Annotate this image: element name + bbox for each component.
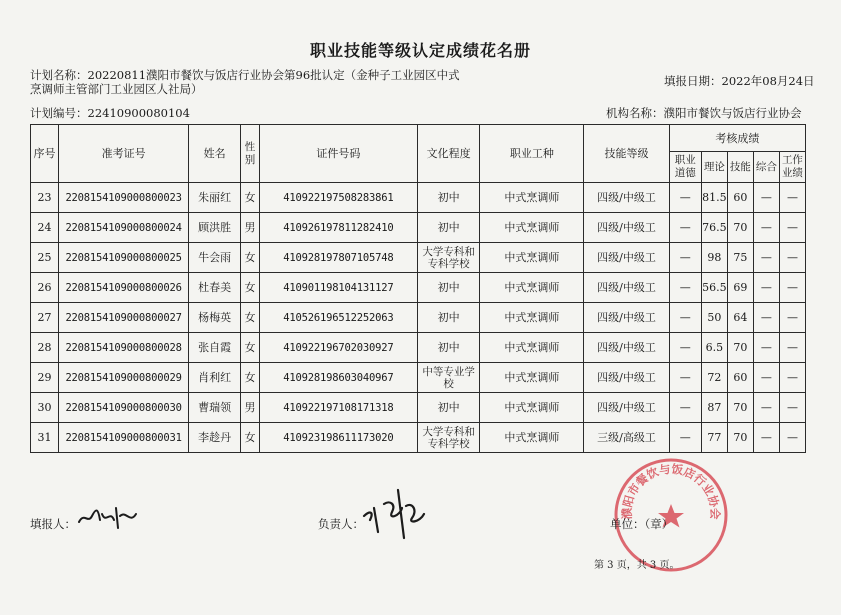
cell-seq: 28: [31, 333, 59, 363]
cell-level: 四级/中级工: [584, 303, 669, 333]
cell-level: 四级/中级工: [584, 333, 669, 363]
cell-seq: 23: [31, 183, 59, 213]
cell-general: —: [753, 333, 779, 363]
cell-general: —: [753, 183, 779, 213]
cell-id: 410923198611173020: [259, 423, 417, 453]
cell-skill: 75: [727, 243, 753, 273]
header-skill: 技能: [727, 152, 753, 183]
cell-name: 张自霞: [189, 333, 241, 363]
table-row: [31, 273, 806, 303]
cell-general: —: [753, 393, 779, 423]
cell-ethics: —: [669, 183, 701, 213]
cell-ticket: 2208154109000800024: [59, 213, 189, 243]
header-ticket: 准考证号: [59, 125, 189, 183]
cell-education: 初中: [417, 273, 479, 303]
seal-text: 濮阳市餐饮与饭店行业协会: [619, 461, 723, 520]
cell-ethics: —: [669, 243, 701, 273]
cell-level: 四级/中级工: [584, 393, 669, 423]
cell-theory: 81.5: [701, 183, 727, 213]
cell-theory: 76.5: [701, 213, 727, 243]
cell-education: 初中: [417, 213, 479, 243]
cell-general: —: [753, 243, 779, 273]
cell-gender: 女: [241, 423, 260, 453]
cell-theory: 72: [701, 363, 727, 393]
cell-level: 三级/高级工: [584, 423, 669, 453]
organization-name: 机构名称：濮阳市餐饮与饭店行业协会: [606, 106, 802, 120]
cell-seq: 31: [31, 423, 59, 453]
cell-gender: 女: [241, 183, 260, 213]
cell-level: 四级/中级工: [584, 213, 669, 243]
cell-work: —: [779, 363, 805, 393]
cell-name: 杜春美: [189, 273, 241, 303]
fill-date: 填报日期：2022年08月24日: [664, 74, 815, 88]
table-row: [31, 303, 806, 333]
cell-gender: 女: [241, 363, 260, 393]
cell-id: 410926197811282410: [259, 213, 417, 243]
cell-job: 中式烹调师: [480, 303, 584, 333]
cell-education: 大学专科和专科学校: [417, 243, 479, 273]
cell-skill: 70: [727, 213, 753, 243]
score-table: [30, 124, 806, 453]
cell-seq: 26: [31, 273, 59, 303]
header-id: 证件号码: [259, 125, 417, 183]
cell-seq: 29: [31, 363, 59, 393]
responsible-signature: [360, 486, 430, 542]
cell-work: —: [779, 333, 805, 363]
cell-ethics: —: [669, 273, 701, 303]
cell-id: 410922197108171318: [259, 393, 417, 423]
cell-seq: 27: [31, 303, 59, 333]
cell-skill: 64: [727, 303, 753, 333]
cell-skill: 70: [727, 423, 753, 453]
cell-ethics: —: [669, 393, 701, 423]
cell-gender: 女: [241, 273, 260, 303]
cell-ticket: 2208154109000800025: [59, 243, 189, 273]
cell-work: —: [779, 423, 805, 453]
table-row: [31, 213, 806, 243]
cell-job: 中式烹调师: [480, 363, 584, 393]
cell-skill: 60: [727, 183, 753, 213]
cell-ticket: 2208154109000800031: [59, 423, 189, 453]
cell-skill: 60: [727, 363, 753, 393]
cell-theory: 56.5: [701, 273, 727, 303]
cell-education: 初中: [417, 333, 479, 363]
cell-theory: 6.5: [701, 333, 727, 363]
header-education: 文化程度: [417, 125, 479, 183]
cell-gender: 男: [241, 213, 260, 243]
cell-name: 牛会雨: [189, 243, 241, 273]
unit-seal-label: 单位：（章）: [610, 517, 674, 531]
cell-ethics: —: [669, 213, 701, 243]
cell-name: 杨梅英: [189, 303, 241, 333]
header-level: 技能等级: [584, 125, 669, 183]
cell-name: 曹瑞领: [189, 393, 241, 423]
cell-ticket: 2208154109000800029: [59, 363, 189, 393]
plan-name: 计划名称：20220811濮阳市餐饮与饭店行业协会第96批认定（金种子工业园区中式烹调师主管部门工业园区人社局）: [30, 68, 460, 96]
cell-level: 四级/中级工: [584, 273, 669, 303]
table-row: [31, 423, 806, 453]
header-seq: 序号: [31, 125, 59, 183]
cell-education: 初中: [417, 183, 479, 213]
cell-ethics: —: [669, 363, 701, 393]
cell-name: 朱丽红: [189, 183, 241, 213]
table-row: [31, 393, 806, 423]
cell-gender: 男: [241, 393, 260, 423]
table-row: [31, 183, 806, 213]
header-theory: 理论: [701, 152, 727, 183]
cell-general: —: [753, 363, 779, 393]
cell-level: 四级/中级工: [584, 243, 669, 273]
page-title: 职业技能等级认定成绩花名册: [309, 41, 531, 60]
responsible-label: 负责人：: [318, 517, 364, 531]
cell-name: 李趁丹: [189, 423, 241, 453]
cell-job: 中式烹调师: [480, 423, 584, 453]
cell-skill: 69: [727, 273, 753, 303]
cell-theory: 50: [701, 303, 727, 333]
plan-number: 计划编号：22410900080104: [30, 106, 190, 120]
cell-work: —: [779, 243, 805, 273]
cell-job: 中式烹调师: [480, 393, 584, 423]
cell-ticket: 2208154109000800026: [59, 273, 189, 303]
cell-job: 中式烹调师: [480, 243, 584, 273]
cell-gender: 女: [241, 303, 260, 333]
cell-level: 四级/中级工: [584, 183, 669, 213]
cell-theory: 87: [701, 393, 727, 423]
cell-ethics: —: [669, 333, 701, 363]
cell-ticket: 2208154109000800023: [59, 183, 189, 213]
cell-seq: 30: [31, 393, 59, 423]
cell-job: 中式烹调师: [480, 333, 584, 363]
cell-ticket: 2208154109000800030: [59, 393, 189, 423]
cell-ticket: 2208154109000800028: [59, 333, 189, 363]
cell-work: —: [779, 183, 805, 213]
cell-level: 四级/中级工: [584, 363, 669, 393]
cell-work: —: [779, 273, 805, 303]
cell-work: —: [779, 303, 805, 333]
cell-gender: 女: [241, 243, 260, 273]
cell-job: 中式烹调师: [480, 273, 584, 303]
cell-id: 410922196702030927: [259, 333, 417, 363]
cell-education: 初中: [417, 303, 479, 333]
header-job: 职业工种: [480, 125, 584, 183]
cell-general: —: [753, 303, 779, 333]
cell-work: —: [779, 393, 805, 423]
cell-education: 中等专业学校: [417, 363, 479, 393]
header-ethics: 职业道德: [669, 152, 701, 183]
cell-job: 中式烹调师: [480, 213, 584, 243]
cell-id: 410526196512252063: [259, 303, 417, 333]
cell-id: 410922197508283861: [259, 183, 417, 213]
cell-general: —: [753, 423, 779, 453]
cell-gender: 女: [241, 333, 260, 363]
page-number: 第 3 页，共 3 页。: [594, 560, 680, 571]
cell-education: 大学专科和专科学校: [417, 423, 479, 453]
header-general: 综合: [753, 152, 779, 183]
filler-signature: [76, 502, 140, 532]
cell-ticket: 2208154109000800027: [59, 303, 189, 333]
cell-theory: 77: [701, 423, 727, 453]
table-row: [31, 363, 806, 393]
header-scores: 考核成绩: [669, 125, 805, 152]
cell-id: 410901198104131127: [259, 273, 417, 303]
table-row: [31, 243, 806, 273]
cell-ethics: —: [669, 423, 701, 453]
cell-id: 410928197807105748: [259, 243, 417, 273]
header-name: 姓名: [189, 125, 241, 183]
cell-seq: 25: [31, 243, 59, 273]
table-row: [31, 333, 806, 363]
cell-education: 初中: [417, 393, 479, 423]
cell-general: —: [753, 213, 779, 243]
cell-seq: 24: [31, 213, 59, 243]
cell-name: 顾洪胜: [189, 213, 241, 243]
cell-work: —: [779, 213, 805, 243]
filler-label: 填报人：: [30, 517, 76, 531]
cell-ethics: —: [669, 303, 701, 333]
cell-job: 中式烹调师: [480, 183, 584, 213]
cell-skill: 70: [727, 333, 753, 363]
header-work: 工作业绩: [779, 152, 805, 183]
cell-name: 肖利红: [189, 363, 241, 393]
cell-id: 410928198603040967: [259, 363, 417, 393]
cell-general: —: [753, 273, 779, 303]
cell-skill: 70: [727, 393, 753, 423]
cell-theory: 98: [701, 243, 727, 273]
header-gender: 性别: [241, 125, 260, 183]
